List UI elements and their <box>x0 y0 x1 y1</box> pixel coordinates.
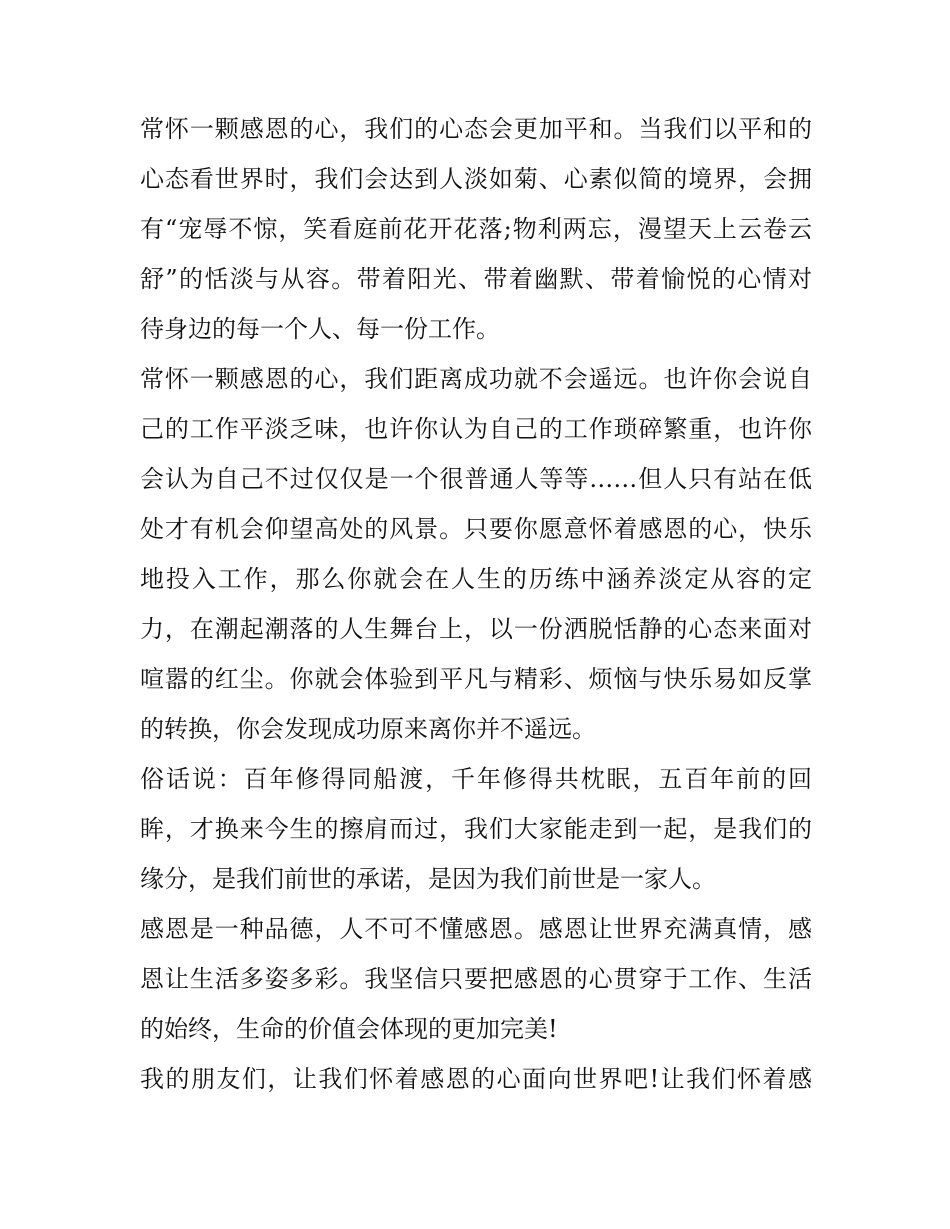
text-line: 的转换，你会发现成功原来离你并不遥远。 <box>140 715 596 743</box>
body-text <box>140 104 812 1104</box>
text-line: 常怀一颗感恩的心，我们的心态会更加平和。当我们以平和的 <box>140 115 812 143</box>
text-line: 喧嚣的红尘。你就会体验到平凡与精彩、烦恼与快乐易如反掌 <box>140 665 812 693</box>
text-line: 眸，才换来今生的擦肩而过，我们大家能走到一起，是我们的 <box>140 815 812 843</box>
text-line: 舒”的恬淡与从容。带着阳光、带着幽默、带着愉悦的心情对 <box>140 265 812 293</box>
text-line: 的始终，生命的价值会体现的更加完美! <box>140 1015 558 1043</box>
paragraph-5 <box>140 1054 812 1104</box>
paragraph-1 <box>140 104 812 354</box>
text-line: 会认为自己不过仅仅是一个很普通人等等……但人只有站在低 <box>140 465 812 493</box>
text-line: 有“宠辱不惊，笑看庭前花开花落;物利两忘，漫望天上云卷云 <box>140 215 812 243</box>
text-line: 地投入工作，那么你就会在人生的历练中涵养淡定从容的定 <box>140 565 812 593</box>
text-line: 感恩是一种品德，人不可不懂感恩。感恩让世界充满真情，感 <box>140 915 812 943</box>
text-line: 恩让生活多姿多彩。我坚信只要把感恩的心贯穿于工作、生活 <box>140 965 812 993</box>
text-line: 常怀一颗感恩的心，我们距离成功就不会遥远。也许你会说自 <box>140 365 812 393</box>
text-line: 力，在潮起潮落的人生舞台上，以一份洒脱恬静的心态来面对 <box>140 615 812 643</box>
text-line: 待身边的每一个人、每一份工作。 <box>140 315 500 343</box>
text-line: 俗话说：百年修得同船渡，千年修得共枕眠，五百年前的回 <box>140 765 812 793</box>
text-line: 己的工作平淡乏味，也许你认为自己的工作琐碎繁重，也许你 <box>140 415 812 443</box>
paragraph-3 <box>140 754 812 904</box>
text-line: 缘分，是我们前世的承诺，是因为我们前世是一家人。 <box>140 865 716 893</box>
paragraph-2 <box>140 354 812 754</box>
paragraph-4 <box>140 904 812 1054</box>
text-line: 处才有机会仰望高处的风景。只要你愿意怀着感恩的心，快乐 <box>140 515 812 543</box>
text-line: 我的朋友们，让我们怀着感恩的心面向世界吧!让我们怀着感 <box>140 1065 812 1093</box>
text-line: 心态看世界时，我们会达到人淡如菊、心素似简的境界，会拥 <box>140 165 812 193</box>
